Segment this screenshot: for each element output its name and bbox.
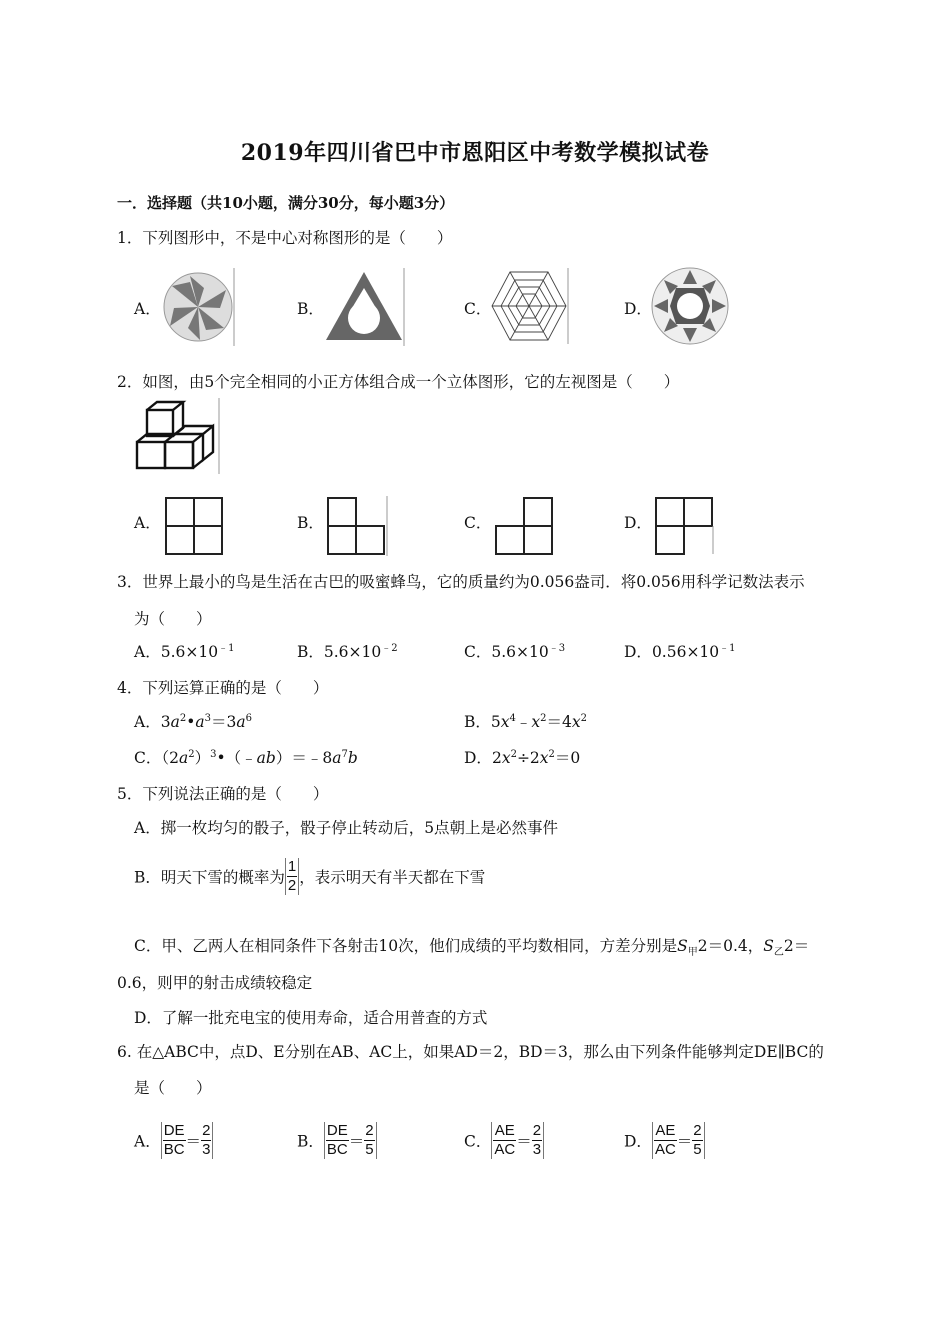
section-heading: 一．选择题（共10小题，满分30分，每小题3分）	[117, 194, 455, 212]
q4-option-d: D．$2x^2\div 2x^2=0$	[464, 748, 581, 767]
q5-option-b: B．明天下雪的概率为 $\frac{1}{2}$ ，表示明天有半天都在下雪	[134, 858, 486, 894]
page-title: 2019年四川省巴中市恩阳区中考数学模拟试卷	[240, 140, 710, 166]
q5-option-d: D．了解一批充电宝的使用寿命，适合用普查的方式	[134, 1009, 488, 1027]
q2-option-d-view	[654, 496, 716, 556]
q2-option-a-label: A．	[134, 514, 161, 532]
q4-option-a: A．$3a^2•a^3=3a^6$	[134, 712, 252, 731]
q6-option-a: A． $\frac{DE}{BC}$ ＝ $\frac{2}{3}$	[134, 1122, 213, 1159]
q4-option-c: C．$(2a^2)^3•(﹣ab)=﹣8a^7b$	[134, 748, 358, 767]
q2-option-c-label: C．	[464, 514, 492, 532]
q3-option-d: D．$0.56\times 10^{﹣1}$	[624, 642, 736, 661]
question-3-stem-line1: 3．世界上最小的鸟是生活在古巴的吸蜜蜂鸟，它的质量约为0.056盎司．将0.056用科学记数法表示	[117, 573, 805, 591]
question-5-stem: 5．下列说法正确的是（ ）	[117, 785, 329, 803]
q6-option-c: C． $\frac{AE}{AC}$ ＝ $\frac{2}{3}$	[464, 1122, 544, 1159]
q1-option-b-figure	[324, 268, 406, 346]
q2-cube-figure	[133, 398, 221, 474]
q6-option-d: D． $\frac{AE}{AC}$ ＝ $\frac{2}{5}$	[624, 1122, 705, 1159]
q1-option-a-figure	[160, 268, 236, 346]
q4-option-b: B．$5x^4﹣x^2=4x^2$	[464, 712, 588, 731]
question-1-stem: 1．下列图形中，不是中心对称图形的是（ ）	[117, 229, 453, 247]
q5-option-a: A．掷一枚均匀的骰子，骰子停止转动后，5点朝上是必然事件	[134, 819, 559, 837]
q2-option-a-view	[164, 496, 226, 556]
question-6-stem-line2: 是（ ）	[134, 1079, 212, 1097]
question-6-stem-line1: 6. 在△ABC中，点D、E分别在AB、AC上，如果AD＝2，BD＝3，那么由下列条件能够判定DE∥BC的	[117, 1043, 824, 1061]
q1-option-d-figure	[650, 266, 730, 346]
q5-option-c-line2: 0.6，则甲的射击成绩较稳定	[117, 974, 313, 992]
q6-option-b: B． $\frac{DE}{BC}$ ＝ $\frac{2}{5}$	[297, 1122, 377, 1159]
question-2-stem: 2．如图，由5个完全相同的小正方体组合成一个立体图形，它的左视图是（ ）	[117, 373, 680, 391]
q2-option-c-view	[494, 496, 556, 556]
question-3-stem-line2: 为（ ）	[134, 610, 212, 628]
question-4-stem: 4．下列运算正确的是（ ）	[117, 679, 329, 697]
q2-option-d-label: D．	[624, 514, 652, 532]
q2-option-b-view	[326, 496, 388, 556]
q3-option-b: B．$5.6\times 10^{﹣2}$	[297, 642, 398, 661]
q5-option-c-line1: C．甲、乙两人在相同条件下各射击10次，他们成绩的平均数相同，方差分别是$S_甲2=0.4$，$S_乙2=$	[134, 937, 810, 959]
q1-option-d-label: D．	[624, 300, 652, 318]
q1-option-a-label: A．	[134, 300, 161, 318]
q2-option-b-label: B．	[297, 514, 324, 532]
q3-option-a: A．$5.6\times 10^{﹣1}$	[134, 642, 235, 661]
q1-option-c-label: C．	[464, 300, 492, 318]
q1-option-c-figure	[490, 268, 570, 344]
q1-option-b-label: B．	[297, 300, 324, 318]
q3-option-c: C．$5.6\times 10^{﹣3}$	[464, 642, 566, 661]
